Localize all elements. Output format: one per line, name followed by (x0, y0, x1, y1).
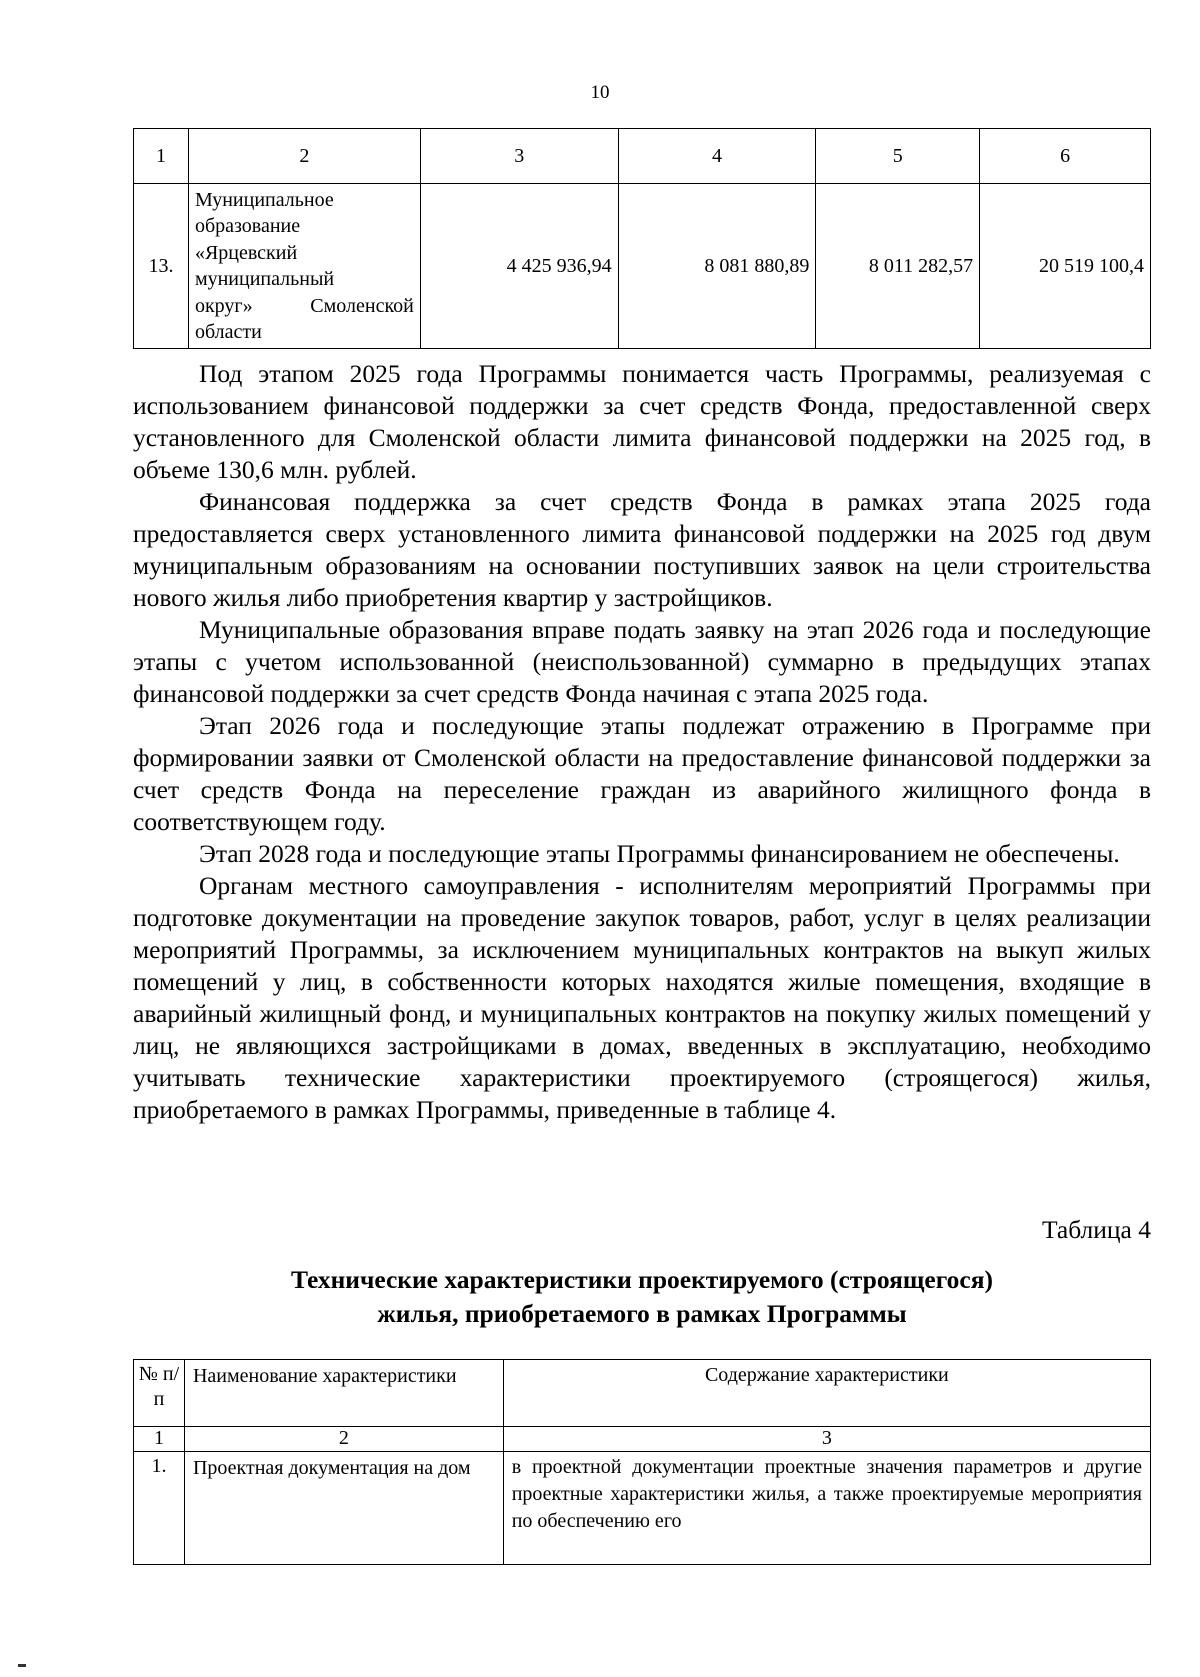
table-header-row (134, 1360, 1151, 1427)
municipality-name (188, 184, 420, 349)
table-row (134, 184, 1151, 349)
paragraph: Органам местного самоуправления - исполнителям мероприятий Программы при подготовке документации на проведение закупок товаров, работ, услуг в целях реализации мероприятий Программы, за исключением муниципальных контрактов на выкуп жилых помещений у лиц, в собственности которых находятся жилые помещения, входящие в аварийный жилищный фонд, и муниципальных контрактов на покупку жилых помещений у лиц, не являющихся застройщиками в домах, введенных в эксплуатацию, необходимо учитывать технические характеристики проектируемого (строящегося) жилья, приобретаемого в рамках Программы, приведенные в таблице 4. (133, 871, 1151, 1124)
value-col-4: 8 081 880,89 (618, 184, 816, 349)
table-label: Таблица 4 (1041, 1215, 1151, 1244)
characteristic-name: Проектная документация на дом (184, 1452, 503, 1565)
column-number: 2 (188, 129, 420, 184)
municipality-name-line: образование (194, 215, 301, 237)
municipality-name-line: округ» Смоленской (194, 294, 414, 317)
municipality-name-line: муниципальный (194, 268, 335, 290)
table-header-row (134, 129, 1151, 184)
value-col-6: 20 519 100,4 (980, 184, 1151, 349)
characteristic-content: в проектной документации проектные значения параметров и другие проектные характеристики жилья, а также проектируемые мероприятия по обеспечению его (503, 1452, 1150, 1565)
scan-mark (18, 1664, 26, 1667)
column-number: 3 (420, 129, 618, 184)
paragraph: Финансовая поддержка за счет средств Фонда в рамках этапа 2025 года предоставляется сверх установленного лимита финансовой поддержки на 2025 год двум муниципальным образованиям на основании поступивших заявок на цели строительства нового жилья либо приобретения квартир у застройщиков. (133, 487, 1151, 612)
paragraph: Этап 2026 года и последующие этапы подлежат отражению в Программе при формировании заявки от Смоленской области на предоставление финансовой поддержки за счет средств Фонда на переселение граждан из аварийного жилищного фонда в соответствующем году. (133, 711, 1151, 836)
column-number: 2 (184, 1427, 503, 1452)
header-number: № п/п (134, 1360, 185, 1427)
column-number: 1 (134, 129, 189, 184)
column-number: 5 (816, 129, 980, 184)
column-number: 3 (503, 1427, 1150, 1452)
value-col-3: 4 425 936,94 (420, 184, 618, 349)
body-text (133, 358, 1151, 1126)
paragraph: Этап 2028 года и последующие этапы Программы финансированием не обеспечены. (199, 839, 1120, 868)
header-content: Содержание характеристики (503, 1360, 1150, 1427)
paragraph: Под этапом 2025 года Программы понимается часть Программы, реализуемая с использованием финансовой поддержки за счет средств Фонда, предоставленной сверх установленного для Смоленской области лимита финансовой поддержки на 2025 год, в объеме 130,6 млн. рублей. (133, 359, 1151, 484)
value-col-5: 8 011 282,57 (816, 184, 980, 349)
row-number: 13. (134, 184, 189, 349)
table-title-line: Технические характеристики проектируемого (строящегося) (290, 1265, 994, 1294)
municipality-name-line: «Ярцевский (194, 241, 298, 264)
column-number: 4 (618, 129, 816, 184)
paragraph: Муниципальные образования вправе подать заявку на этап 2026 года и последующие этапы с учетом использованной (неиспользованной) суммарно в предыдущих этапах финансовой поддержки за счет средств Фонда начиная с этапа 2025 года. (133, 615, 1151, 708)
table-title (133, 1263, 1151, 1331)
characteristics-table (133, 1359, 1151, 1565)
funding-table (133, 128, 1151, 349)
row-number: 1. (134, 1452, 185, 1565)
column-number: 1 (134, 1427, 185, 1452)
table-title-line: жилья, приобретаемого в рамках Программы (377, 1299, 907, 1328)
page-number: 10 (590, 82, 610, 103)
table-number-row (134, 1427, 1151, 1452)
municipality-name-line: области (194, 321, 262, 343)
municipality-name-line: Муниципальное (194, 188, 334, 211)
column-number: 6 (980, 129, 1151, 184)
header-name: Наименование характеристики (184, 1360, 503, 1427)
table-row (134, 1452, 1151, 1565)
